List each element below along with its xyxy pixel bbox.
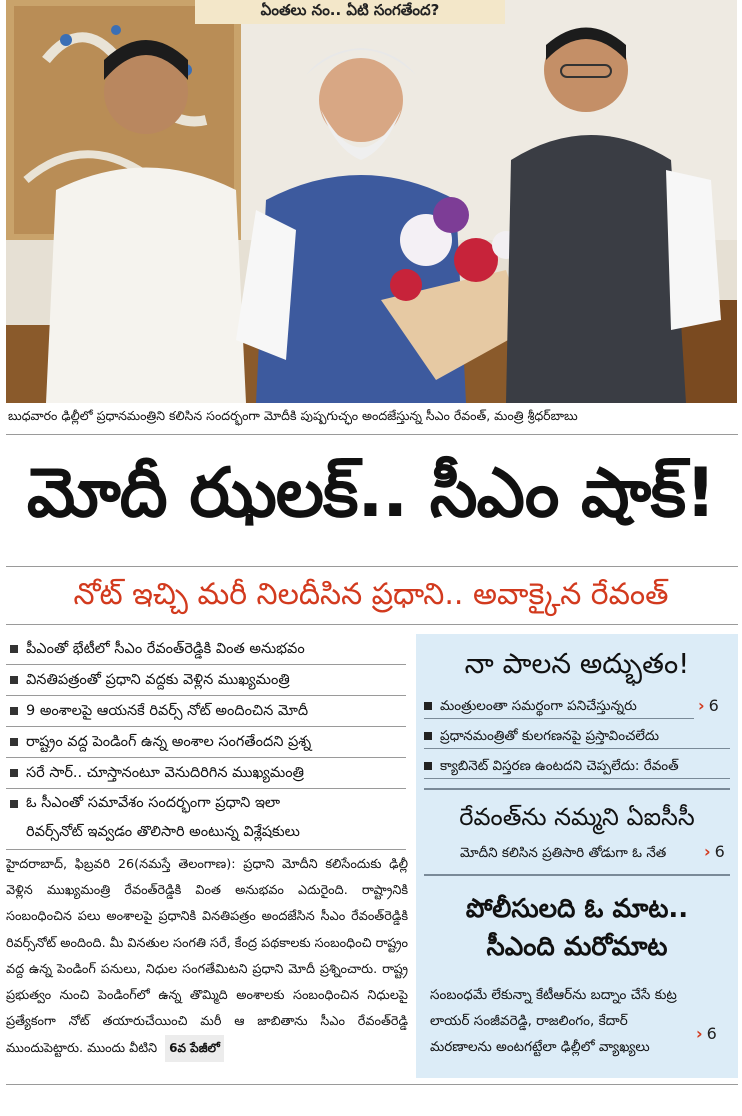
bullet-icon	[10, 707, 18, 715]
divider	[6, 566, 738, 567]
sidebar-text-line: లాయర్ సంజీవరెడ్డి, రాజలింగం, కేదార్	[430, 1013, 628, 1029]
sidebar-item	[424, 724, 730, 749]
page-number: 6	[714, 842, 725, 861]
sidebar-title-3a: పోలీసులది ఓ మాట..	[465, 894, 689, 924]
bullet-icon	[10, 800, 18, 808]
continued-on-page[interactable]: 6వ పేజీలో	[165, 1035, 224, 1061]
sidebar-title-1: నా పాలన అద్భుతం!	[464, 647, 690, 680]
list-item	[6, 634, 406, 665]
sidebar-title-3b: సీఎంది మరోమాట	[486, 932, 668, 962]
bullet-icon	[10, 769, 18, 777]
article-body	[6, 852, 408, 1062]
photo-caption: బుధవారం ఢిల్లీలో ప్రధానమంత్రిని కలిసిన సందర్భంగా మోదీకి పుష్పగుచ్ఛం అందజేస్తున్న సీఎం రేవంత్, మంత్రి శ్రీధర్‌బాబు	[8, 408, 578, 423]
bullet-text-line2: రివర్స్‌నోట్ ఇవ్వడం తొలిసారి అంటున్న విశ్లేషకులు	[26, 824, 300, 840]
divider	[6, 624, 738, 625]
main-headline: మోదీ ఝలక్.. సీఎం షాక్!	[26, 454, 716, 533]
page-number: 6	[706, 1024, 717, 1043]
list-item	[6, 696, 406, 727]
bullet-text: పీఎంతో భేటీలో సీఎం రేవంత్‌రెడ్డికి వింత అనుభవం	[26, 641, 305, 657]
bullet-icon	[10, 738, 18, 746]
sidebar-subtitle: మోదీని కలిసిన ప్రతిసారి తోడుగా ఓ నేత	[460, 845, 667, 861]
bullet-list	[6, 634, 406, 850]
arrow-right-icon: ›	[698, 696, 705, 715]
bottom-divider	[6, 1084, 738, 1085]
sidebar-item-text: మంత్రులంతా సమర్థంగా పనిచేస్తున్నరు	[440, 698, 637, 714]
list-item	[6, 665, 406, 696]
bullet-text: 9 అంశాలపై ఆయనకే రివర్స్ నోట్ అందించిన మోదీ	[26, 703, 309, 719]
top-kicker: ఏంతలు నం.. ఏటి సంగతేంద?	[195, 0, 505, 24]
page-reference[interactable]	[698, 696, 719, 715]
list-item	[6, 758, 406, 789]
arrow-right-icon: ›	[696, 1024, 703, 1043]
news-photo	[6, 0, 737, 403]
arrow-right-icon: ›	[704, 842, 711, 861]
bullet-text-line1: ఓ సీఎంతో సమావేశం సందర్భంగా ప్రధాని ఇలా	[26, 795, 281, 811]
bullet-icon	[10, 645, 18, 653]
list-item	[6, 789, 406, 850]
bullet-icon	[424, 732, 432, 740]
article-text: హైదరాబాద్, ఫిబ్రవరి 26(నమస్తే తెలంగాణ): ప్రధాని మోదీని కలిసేందుకు ఢిల్లీ వెళ్లిన ముఖ్యమంత్రి రేవంత్‌రెడ్డికి వింత అనుభవం ఎదురైంది. రాష్ట్రానికి సంబంధించిన పలు అంశాలపై ప్రధానికి వినతిపత్రం అందజేసిన సీఎం రేవంత్‌రెడ్డికి రివర్స్‌నోట్ అందింది. మీ వినతుల సంగతి సరే, కేంద్ర పథకాలకు సంబంధించి రాష్ట్రం వద్ద ఉన్న పెండింగ్ పనులు, నిధుల సంగతేమిటని ప్రధాని మోదీ ప్రశ్నించారు. రాష్ట్ర ప్రభుత్వం నుంచి పెండింగ్‌లో ఉన్న తొమ్మిది అంశాలకు సంబంధించిన నిధులపై ప్రత్యేకంగా నోట్ తయారుచేయించి మరీ ఆ జాబితాను సీఎం రేవంత్‌రెడ్డి ముందుపెట్టారు. ముందు వీటిని	[6, 857, 408, 1057]
page-number: 6	[708, 696, 719, 715]
bullet-icon	[424, 702, 432, 710]
sidebar-item	[424, 694, 694, 719]
sidebar-item-text: క్యాబినెట్ విస్తరణ ఉంటదని చెప్పలేదు: రేవంత్	[440, 758, 679, 774]
bullet-text: వినతిపత్రంతో ప్రధాని వద్దకు వెళ్లిన ముఖ్యమంత్రి	[26, 672, 290, 688]
sidebar-text-line: మరణాలను అంటగట్టేలా ఢిల్లీలో వ్యాఖ్యలు	[430, 1039, 650, 1055]
subheadline: నోట్ ఇచ్చి మరీ నిలదీసిన ప్రధాని.. అవాక్కైన రేవంత్	[73, 577, 669, 612]
sidebar-title-2: రేవంత్‌ను నమ్మని ఏఐసీసీ	[459, 803, 695, 831]
divider	[424, 874, 730, 876]
divider	[424, 788, 730, 790]
sidebar-item	[424, 754, 730, 779]
bullet-icon	[424, 762, 432, 770]
list-item	[6, 727, 406, 758]
sidebar-box	[416, 634, 738, 1078]
sidebar-text-line: సంబంధమే లేకున్నా కేటీఆర్‌ను బద్నాం చేసే కుట్ర	[430, 987, 677, 1003]
bullet-text: సరే సార్.. చూస్తానంటూ వెనుదిరిగిన ముఖ్యమంత్రి	[26, 765, 304, 781]
bullet-icon	[10, 676, 18, 684]
page-reference[interactable]	[704, 842, 725, 861]
page-reference[interactable]	[696, 1024, 717, 1043]
divider	[6, 434, 738, 435]
bullet-text: రాష్ట్రం వద్ద పెండింగ్ ఉన్న అంశాల సంగతేందని ప్రశ్న	[26, 734, 312, 750]
sidebar-item-text: ప్రధానమంత్రితో కులగణనపై ప్రస్తావించలేదు	[440, 728, 660, 744]
